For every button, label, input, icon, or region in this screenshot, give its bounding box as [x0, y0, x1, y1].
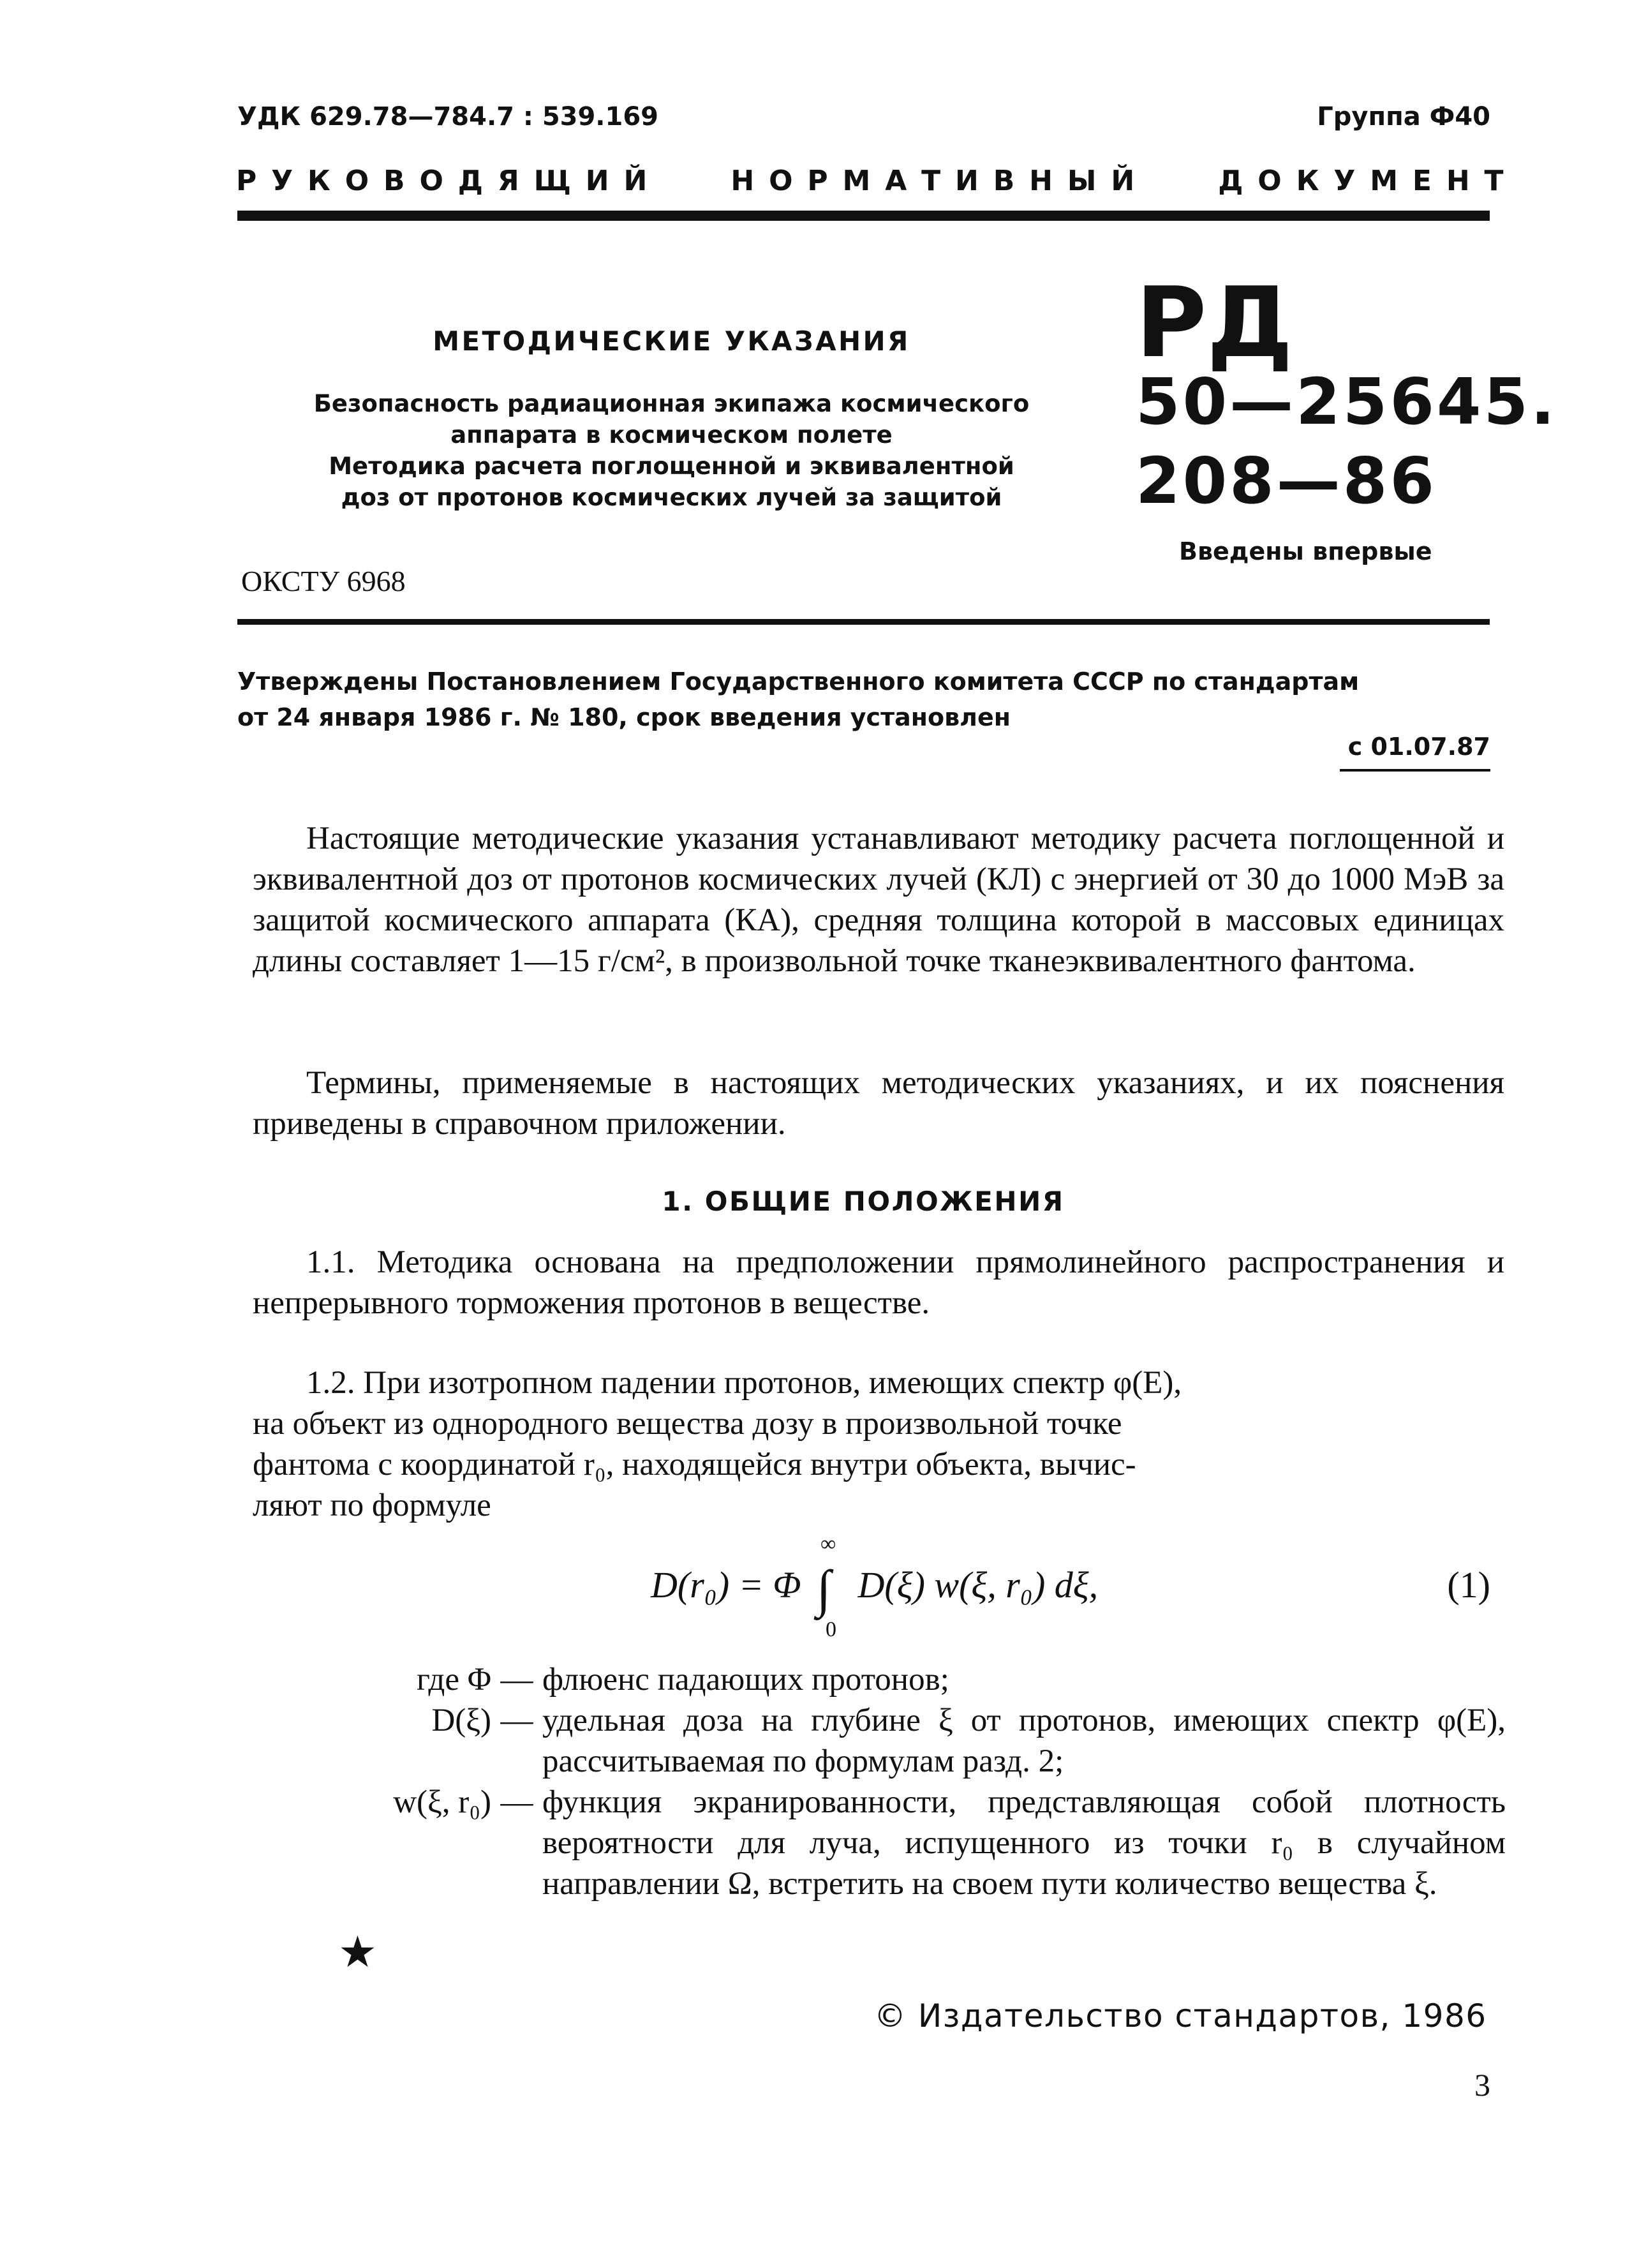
- formula-1: [651, 1532, 1099, 1641]
- intro-paragraph-1: [253, 818, 1504, 981]
- definition-text: функция экранированности, представляющая собой плотность вероятности для луча, испущенного из точки r₀ в случайном направлении Ω, встретить на своем пути количество вещества ξ.: [542, 1784, 1506, 1902]
- section-heading: 1. ОБЩИЕ ПОЛОЖЕНИЯ: [662, 1186, 1065, 1217]
- designation-line: 208—86: [1136, 444, 1437, 518]
- definitions-list: [255, 1659, 1506, 1904]
- definition-dash: —: [500, 1662, 533, 1697]
- approval-text: [237, 664, 1490, 735]
- title-line: доз от протонов космических лучей за защитой: [341, 484, 1002, 511]
- designation-prefix: РД: [1136, 266, 1293, 379]
- title-line: аппарата в космическом полете: [450, 421, 893, 449]
- paragraph-line: фантома с координатой r₀, находящейся внутри объекта, вычис-: [253, 1447, 1136, 1482]
- designation-number: [1136, 362, 1557, 521]
- udk-code: УДК 629.78—784.7 : 539.169: [237, 102, 658, 131]
- series-word-3: ДОКУМЕНТ: [1218, 165, 1518, 197]
- definition-symbol: w(ξ, r₀): [393, 1784, 491, 1820]
- star-icon: ★: [338, 1927, 377, 1978]
- designation-line: 50—25645.: [1136, 364, 1558, 439]
- introduced-note: Введены впервые: [1179, 537, 1432, 565]
- publisher-line: © Издательство стандартов, 1986: [874, 1997, 1487, 2034]
- title-rule: [237, 619, 1490, 625]
- paragraph-text: 1.1. Методика основана на предположении прямолинейного распространения и непрерывного торможения протонов в веществе.: [253, 1244, 1504, 1321]
- definition-item: [255, 1782, 1506, 1904]
- formula-integrand: D(ξ) w(ξ, r₀) dξ,: [857, 1564, 1099, 1606]
- formula-number: (1): [1447, 1564, 1490, 1606]
- series-word-2: НОРМАТИВНЫЙ: [731, 165, 1150, 197]
- paragraph-line: на объект из однородного вещества дозу в произвольной точке: [253, 1406, 1122, 1442]
- intro-paragraph-2: [253, 1063, 1504, 1144]
- definition-symbol: D(ξ): [431, 1703, 491, 1738]
- definition-item: [255, 1700, 1506, 1782]
- okstu-code: ОКСТУ 6968: [241, 565, 406, 597]
- series-word-1: РУКОВОДЯЩИЙ: [236, 165, 662, 197]
- paragraph-line: ляют по формуле: [253, 1488, 491, 1523]
- group-code: Группа Ф40: [1317, 102, 1490, 131]
- definition-dash: —: [500, 1703, 533, 1738]
- definition-dash: —: [500, 1784, 533, 1820]
- formula-lhs: D(r₀) = Φ: [651, 1564, 801, 1606]
- header-rule: [237, 211, 1490, 221]
- integral-lower-limit: 0: [826, 1617, 837, 1641]
- approval-line: от 24 января 1986 г. № 180, срок введения установлен: [237, 703, 1011, 731]
- title-line: Методика расчета поглощенной и эквивалентной: [329, 452, 1014, 480]
- page-number: 3: [1474, 2067, 1490, 2103]
- definition-text: флюенс падающих протонов;: [542, 1662, 949, 1697]
- integral-upper-limit: ∞: [820, 1532, 836, 1556]
- document-title: [268, 388, 1075, 513]
- effective-date-underline: [1340, 769, 1490, 772]
- document-series: [236, 165, 1518, 197]
- definition-item: [255, 1659, 1506, 1700]
- approval-line: Утверждены Постановлением Государственного комитета СССР по стандартам: [237, 668, 1360, 696]
- effective-date: с 01.07.87: [1347, 733, 1490, 761]
- clause-1-2: [253, 1362, 1504, 1526]
- integral-symbol: ∫: [817, 1559, 831, 1618]
- definition-symbol: где Φ: [417, 1662, 491, 1697]
- clause-1-1: [253, 1242, 1504, 1324]
- paragraph-line: 1.2. При изотропном падении протонов, имеющих спектр φ(E),: [306, 1365, 1182, 1401]
- document-kind: МЕТОДИЧЕСКИЕ УКАЗАНИЯ: [433, 325, 910, 357]
- paragraph-text: Термины, применяемые в настоящих методических указаниях, и их пояснения приведены в справочном приложении.: [253, 1065, 1504, 1142]
- definition-text: удельная доза на глубине ξ от протонов, имеющих спектр φ(E), рассчитываемая по формулам разд. 2;: [542, 1703, 1506, 1779]
- integral-sign: [810, 1532, 849, 1641]
- paragraph-text: Настоящие методические указания устанавливают методику расчета поглощенной и эквивалентной доз от протонов космических лучей (КЛ) с энергией от 30 до 1000 МэВ за защитой космического аппарата (КА), средняя толщина которой в массовых единицах длины составляет 1—15 г/см², в произвольной точке тканеэквивалентного фантома.: [253, 821, 1504, 979]
- title-line: Безопасность радиационная экипажа космического: [313, 390, 1030, 417]
